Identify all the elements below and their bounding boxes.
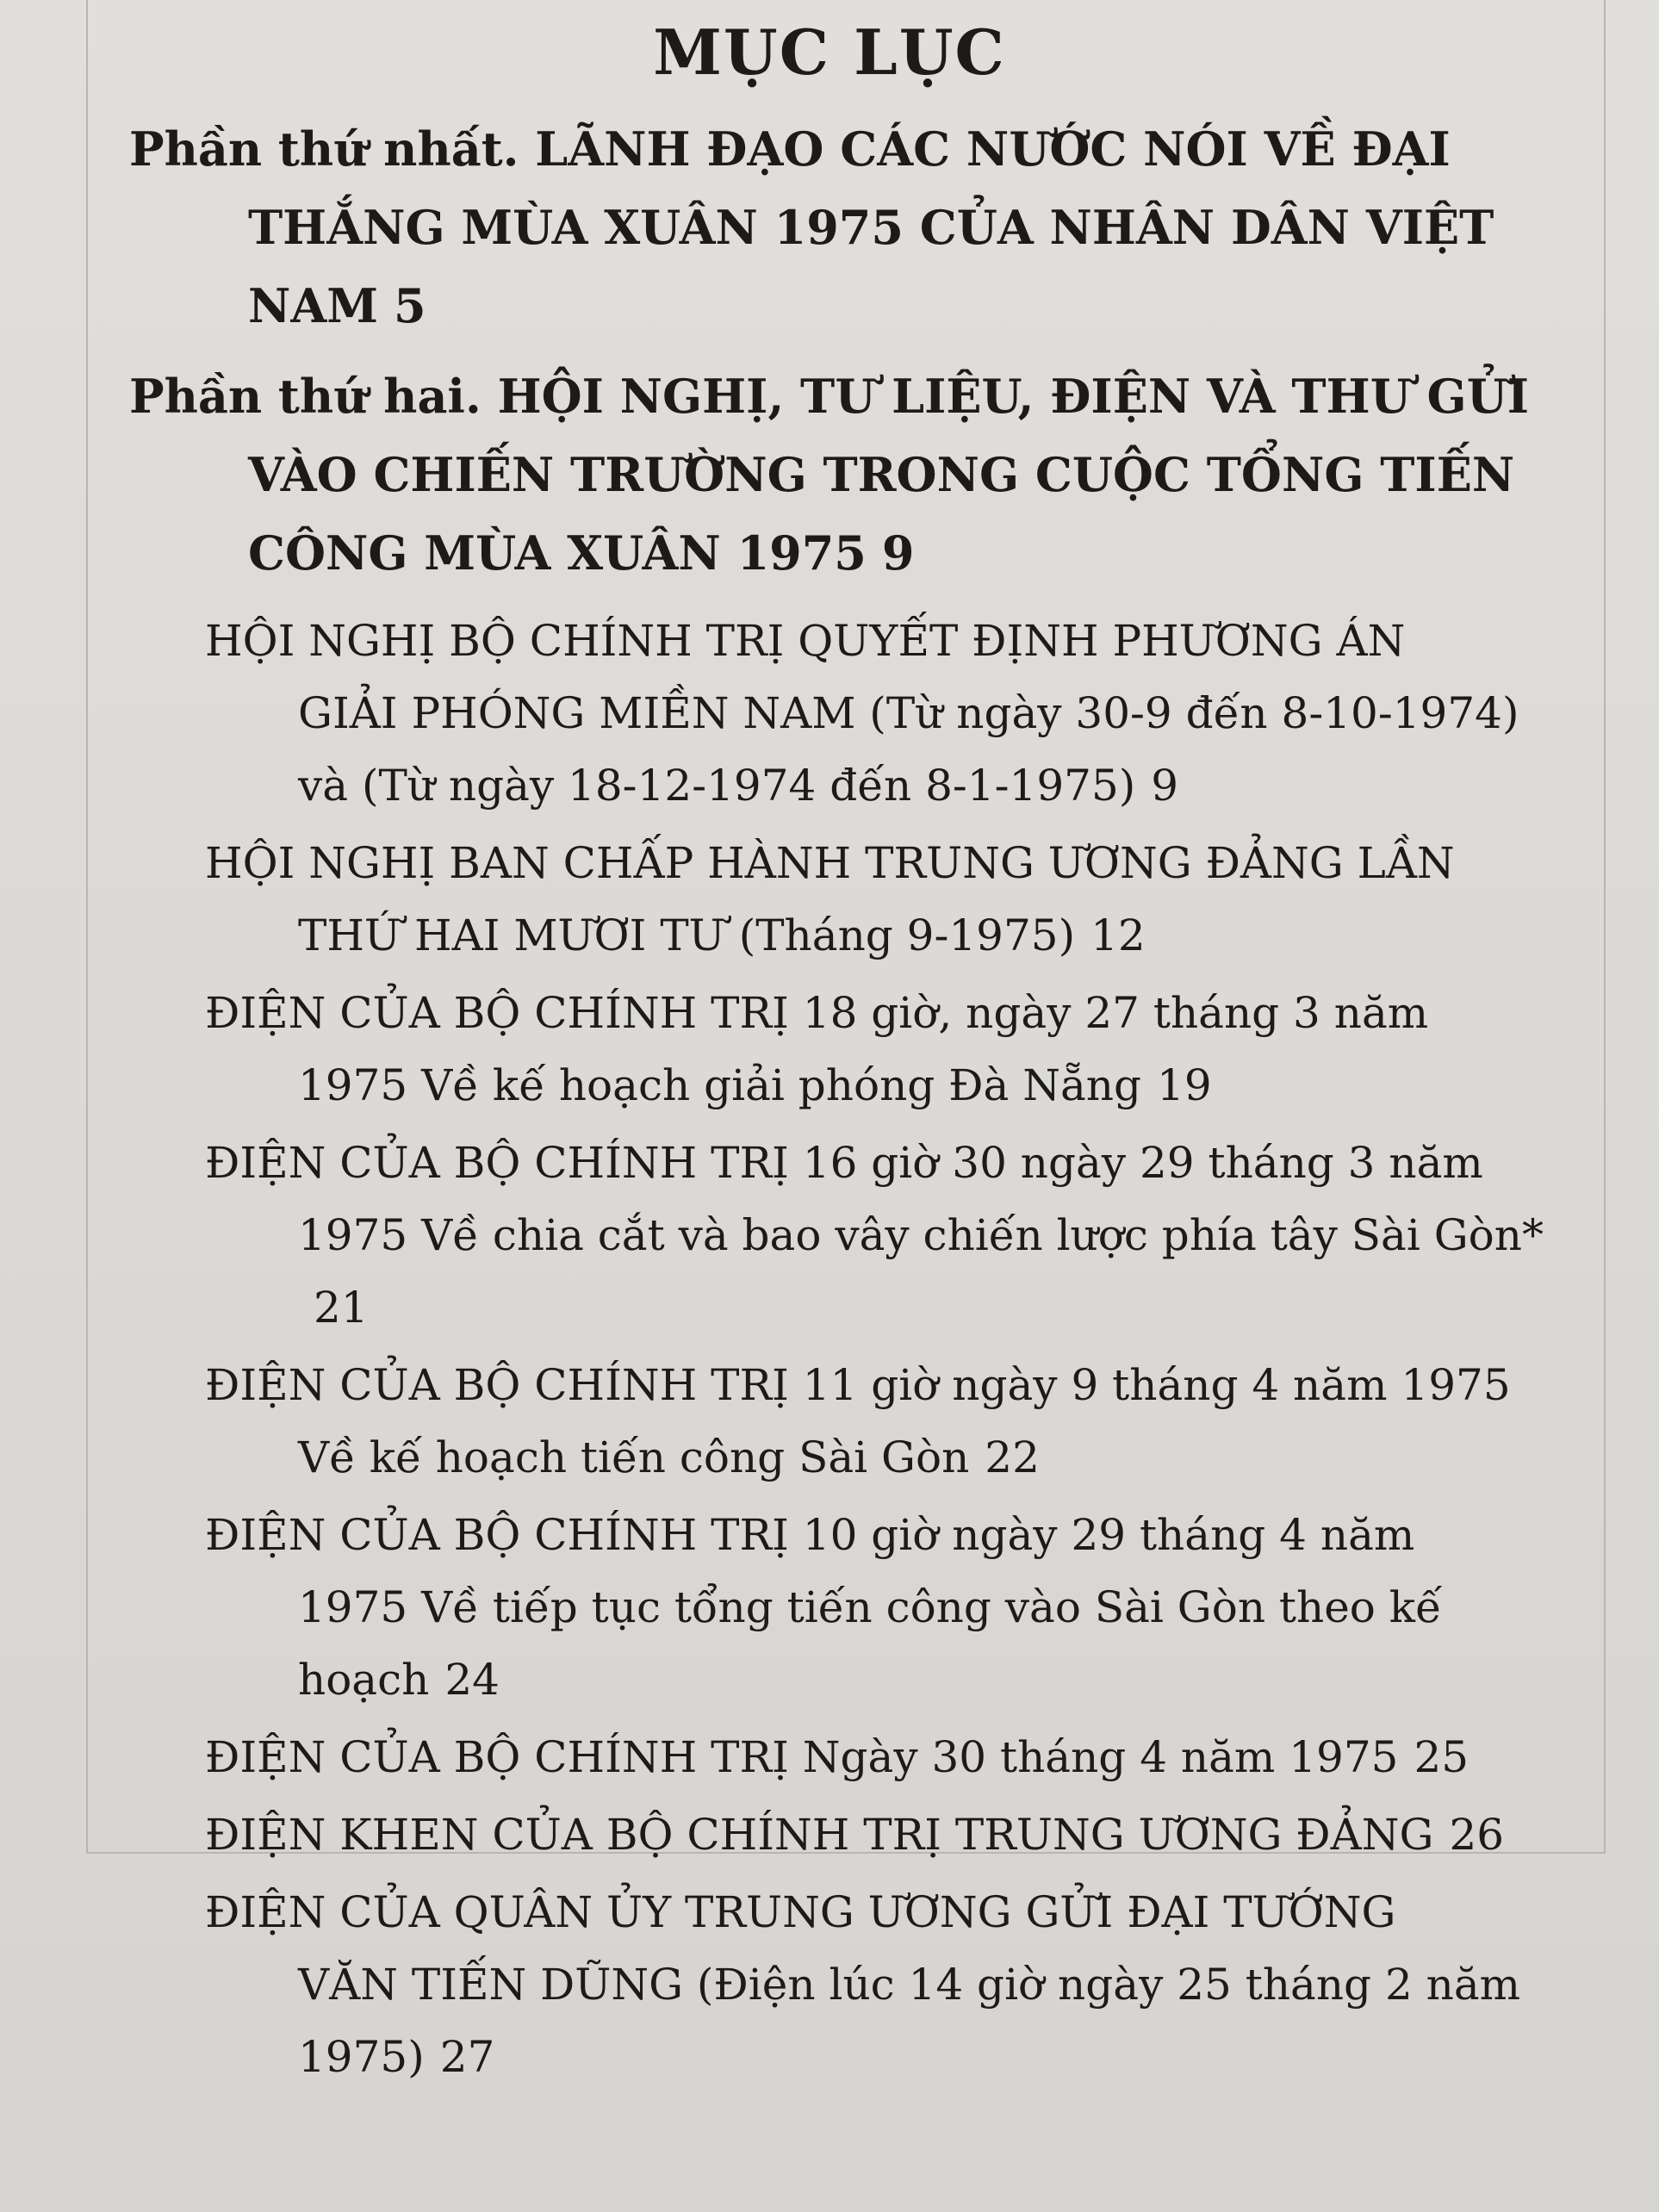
part-title-line: CÔNG MÙA XUÂN 1975 (248, 525, 867, 581)
page-number: 22 (985, 1432, 1040, 1482)
page-title: MỤC LỤC (653, 16, 1006, 89)
page-number: 24 (444, 1655, 500, 1705)
part-title-line: LÃNH ĐẠO CÁC NƯỚC NÓI VỀ ĐẠI (535, 121, 1451, 177)
toc-entry[interactable] (129, 1799, 1619, 1871)
page-number: 5 (394, 278, 426, 333)
toc-part-1[interactable] (129, 110, 1619, 345)
table-of-contents (129, 110, 1619, 2098)
part-title-line: THẮNG MÙA XUÂN 1975 CỦA NHÂN DÂN VIỆT (248, 200, 1494, 255)
entry-title-line: THỨ HAI MƯƠI TƯ (Tháng 9-1975) (298, 910, 1076, 960)
toc-entry[interactable] (129, 1499, 1619, 1716)
toc-entry[interactable] (129, 977, 1619, 1122)
entry-title-line: 1975 Về tiếp tục tổng tiến công vào Sài Gòn theo kế (298, 1582, 1442, 1632)
page-number: 19 (1157, 1060, 1212, 1110)
entry-title-line: 1975 Về chia cắt và bao vây chiến lược phía tây Sài Gòn* (298, 1210, 1544, 1260)
entry-title-line: 1975) (298, 2032, 425, 2082)
entry-title-line: ĐIỆN CỦA BỘ CHÍNH TRỊ Ngày 30 tháng 4 năm 1975 (205, 1732, 1399, 1782)
toc-entry[interactable] (129, 827, 1619, 972)
toc-entry[interactable] (129, 1349, 1619, 1494)
toc-entry[interactable] (129, 1721, 1619, 1793)
entry-title-line: ĐIỆN CỦA BỘ CHÍNH TRỊ 10 giờ ngày 29 tháng 4 năm (205, 1510, 1415, 1560)
part-title-line: HỘI NGHỊ, TƯ LIỆU, ĐIỆN VÀ THƯ GỬI (497, 369, 1529, 424)
entry-title-line: HỘI NGHỊ BỘ CHÍNH TRỊ QUYẾT ĐỊNH PHƯƠNG ÁN (205, 616, 1406, 666)
entry-title-line: ĐIỆN CỦA BỘ CHÍNH TRỊ 16 giờ 30 ngày 29 tháng 3 năm (205, 1138, 1483, 1188)
entry-title-line: Về kế hoạch tiến công Sài Gòn (298, 1432, 970, 1482)
part-label: Phần thứ hai. (129, 369, 482, 424)
entry-title-line: 1975 Về kế hoạch giải phóng Đà Nẵng (298, 1060, 1142, 1110)
entry-title-line: hoạch (298, 1655, 430, 1705)
entry-title-line: ĐIỆN CỦA BỘ CHÍNH TRỊ 11 giờ ngày 9 tháng 4 năm 1975 (205, 1360, 1511, 1410)
entry-title-line: VĂN TIẾN DŨNG (Điện lúc 14 giờ ngày 25 tháng 2 năm (298, 1960, 1521, 2010)
entry-title-line: và (Từ ngày 18-12-1974 đến 8-1-1975) (298, 761, 1136, 811)
page-number: 27 (439, 2032, 495, 2082)
page-number: 9 (881, 525, 915, 581)
page-number: 12 (1090, 910, 1146, 960)
part-label: Phần thứ nhất. (129, 121, 519, 177)
toc-entry[interactable] (129, 1127, 1619, 1344)
page-number: 21 (314, 1283, 369, 1333)
page-number: 26 (1449, 1810, 1505, 1860)
entry-title-line: GIẢI PHÓNG MIỀN NAM (Từ ngày 30-9 đến 8-10-1974) (298, 688, 1519, 738)
entry-title-line: ĐIỆN CỦA BỘ CHÍNH TRỊ 18 giờ, ngày 27 tháng 3 năm (205, 988, 1429, 1038)
entry-title-line: ĐIỆN CỦA QUÂN ỦY TRUNG ƯƠNG GỬI ĐẠI TƯỚNG (205, 1887, 1396, 1937)
entry-title-line: HỘI NGHỊ BAN CHẤP HÀNH TRUNG ƯƠNG ĐẢNG LẦN (205, 838, 1455, 888)
toc-entry[interactable] (129, 605, 1619, 822)
page-number: 25 (1414, 1732, 1469, 1782)
toc-entry[interactable] (129, 1876, 1619, 2093)
part-title-line: NAM (248, 278, 379, 333)
page-number: 9 (1151, 761, 1179, 811)
entry-title-line: ĐIỆN KHEN CỦA BỘ CHÍNH TRỊ TRUNG ƯƠNG ĐẢNG (205, 1810, 1434, 1860)
toc-part-2[interactable] (129, 357, 1619, 593)
part-title-line: VÀO CHIẾN TRƯỜNG TRONG CUỘC TỔNG TIẾN (248, 447, 1515, 502)
